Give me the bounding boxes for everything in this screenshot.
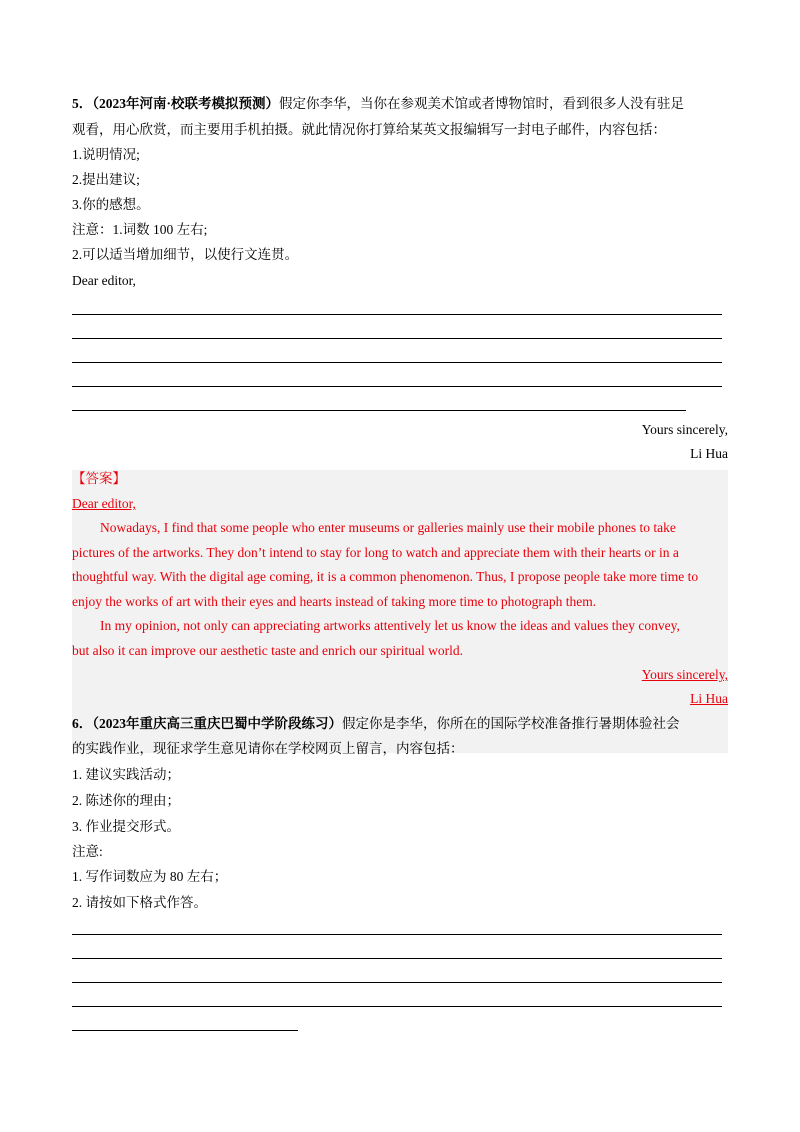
q6-note-2: 2. 请按如下格式作答。 bbox=[72, 895, 207, 910]
q6-prompt-text1: 假定你是李华，你所在的国际学校准备推行暑期体验社会 bbox=[342, 716, 680, 731]
q6-item-3: 3. 作业提交形式。 bbox=[72, 819, 180, 834]
q5-note-1: 注意：1.词数 100 左右; bbox=[72, 222, 208, 237]
answer-greeting: Dear editor, bbox=[72, 496, 136, 511]
answer-closing: Yours sincerely, bbox=[641, 667, 728, 682]
q6-note-label: 注意: bbox=[72, 844, 103, 859]
q5-item-3: 3.你的感想。 bbox=[72, 197, 150, 212]
answer-line bbox=[72, 362, 722, 363]
answer-line bbox=[72, 1030, 298, 1031]
answer-line bbox=[72, 410, 686, 411]
q6-item-1: 1. 建议实践活动； bbox=[72, 767, 180, 782]
answer-line bbox=[72, 982, 722, 983]
answer-p1-line2: pictures of the artworks. They don’t intend to stay for long to watch and appreciate them with their hearts or in a bbox=[72, 545, 679, 560]
q5-item-2: 2.提出建议; bbox=[72, 172, 140, 187]
answer-line bbox=[72, 1006, 722, 1007]
q5-prompt-line2: 观看，用心欣赏，而主要用手机拍摄。就此情况你打算给某英文报编辑写一封电子邮件，内容包括： bbox=[72, 122, 666, 137]
q6-prompt-line1 bbox=[72, 716, 680, 732]
q5-closing: Yours sincerely, bbox=[641, 422, 728, 437]
answer-p2-line1: In my opinion, not only can appreciating artworks attentively let us know the ideas and values they convey, bbox=[100, 618, 680, 633]
q5-greeting: Dear editor, bbox=[72, 273, 136, 288]
answer-p1-line3: thoughtful way. With the digital age coming, it is a common phenomenon. Thus, I propose people take more time to bbox=[72, 569, 699, 584]
q5-item-1: 1.说明情况; bbox=[72, 147, 140, 162]
q5-prompt-text1: 假定你李华，当你在参观美术馆或者博物馆时，看到很多人没有驻足 bbox=[279, 96, 685, 111]
q6-prompt-line2: 的实践作业，现征求学生意见请你在学校网页上留言，内容包括： bbox=[72, 741, 464, 756]
answer-p2-line2: but also it can improve our aesthetic taste and enrich our spiritual world. bbox=[72, 643, 464, 658]
answer-line bbox=[72, 934, 722, 935]
answer-p1-line4: enjoy the works of art with their eyes and hearts instead of taking more time to photograph them. bbox=[72, 594, 597, 609]
q6-item-2: 2. 陈述你的理由； bbox=[72, 793, 180, 808]
q5-signature: Li Hua bbox=[690, 446, 728, 461]
answer-line bbox=[72, 958, 722, 959]
answer-line bbox=[72, 314, 722, 315]
q6-note-1: 1. 写作词数应为 80 左右； bbox=[72, 869, 228, 884]
q5-prompt-line1 bbox=[72, 96, 684, 112]
answer-label: 【答案】 bbox=[72, 471, 126, 486]
q6-source: （2023年重庆高三重庆巴蜀中学阶段练习） bbox=[92, 716, 342, 731]
q5-source: （2023年河南·校联考模拟预测） bbox=[92, 96, 280, 111]
answer-p1-line1: Nowadays, I find that some people who enter museums or galleries mainly use their mobile phones to take bbox=[100, 520, 676, 535]
answer-signature: Li Hua bbox=[690, 691, 728, 706]
answer-section bbox=[72, 470, 728, 753]
answer-line bbox=[72, 338, 722, 339]
q5-note-2: 2.可以适当增加细节，以使行文连贯。 bbox=[72, 247, 299, 262]
q5-number: 5． bbox=[72, 96, 93, 111]
answer-line bbox=[72, 386, 722, 387]
q6-number: 6． bbox=[72, 716, 93, 731]
